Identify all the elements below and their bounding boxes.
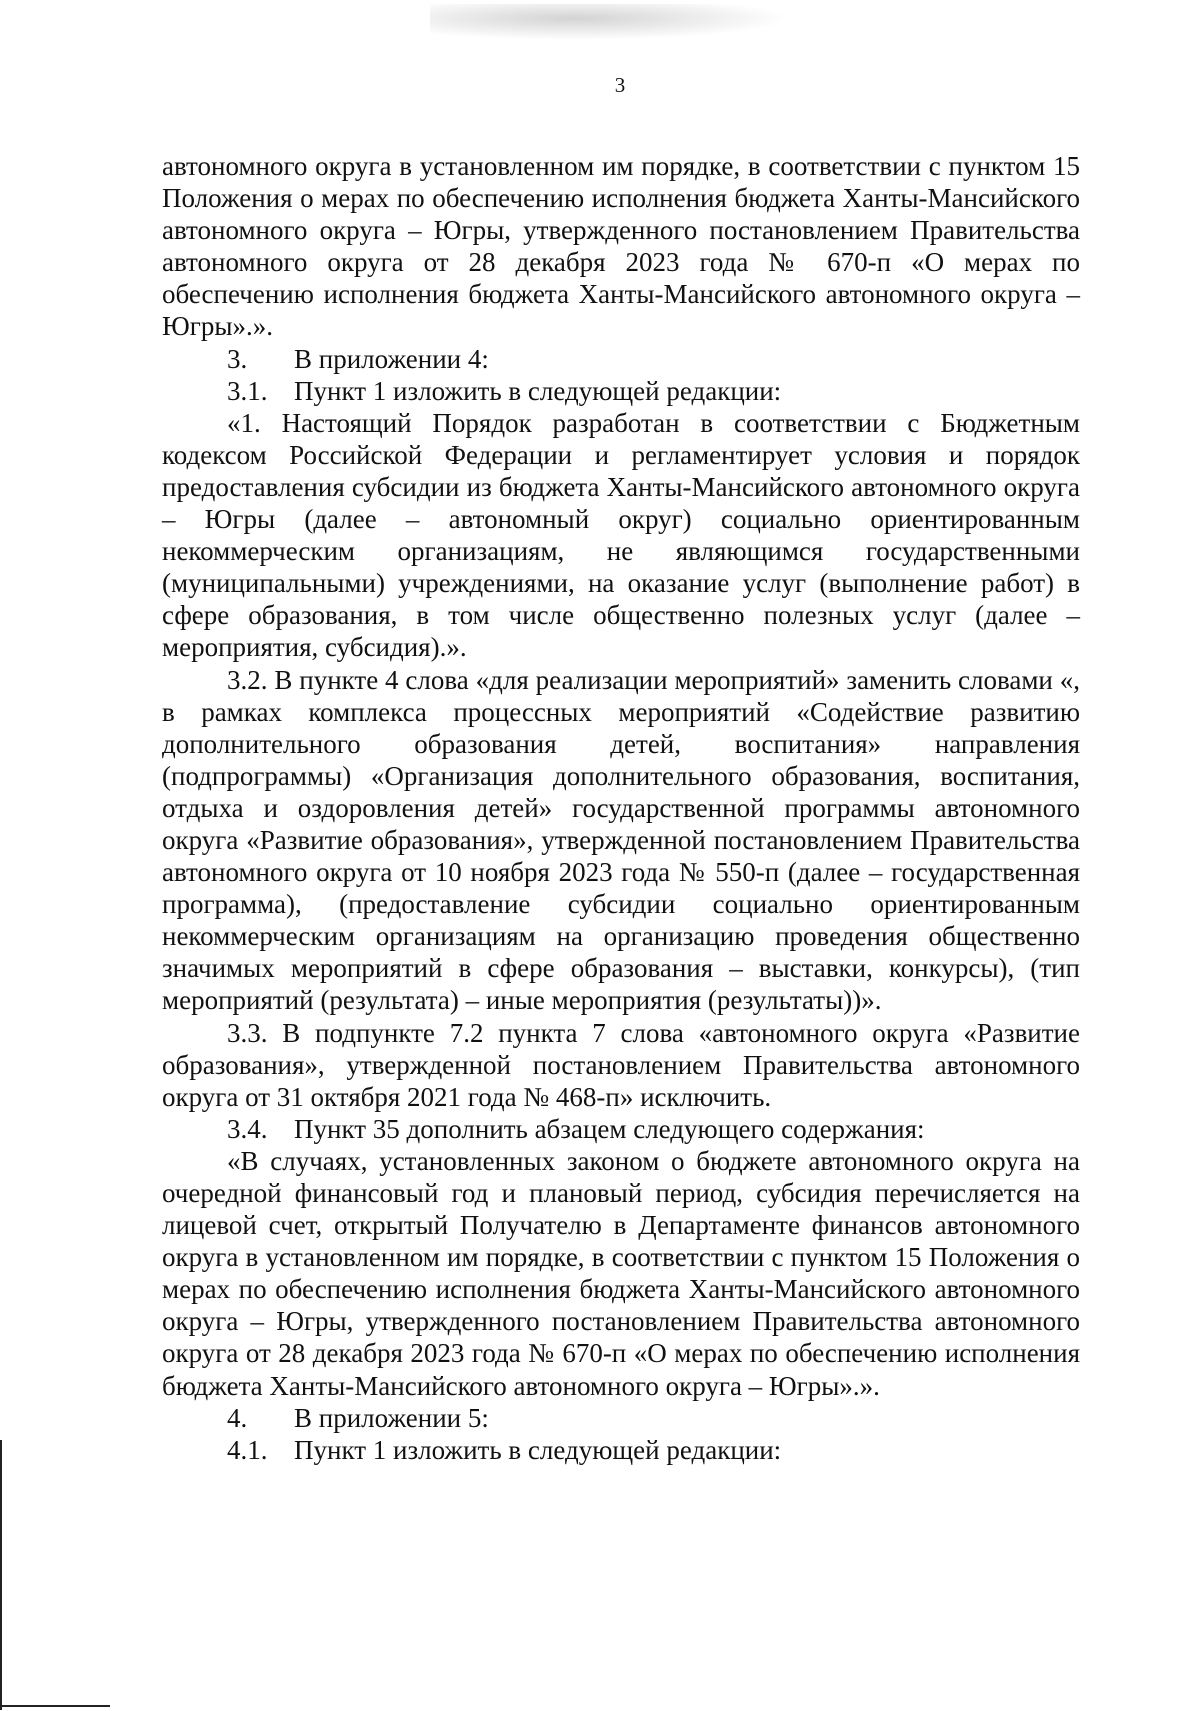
paragraph-number: 4.1. [227, 1434, 268, 1465]
paragraph-text: Пункт 1 изложить в следующей редакции: [294, 375, 782, 406]
continuation-paragraph: автономного округа в установленном им порядке, в соответствии с пунктом 15 Положения о мерах по обеспечению исполнения бюджета Ханты-Мансийского автономного округа – Югры, утвержденного постановлением Правительства автономного округа от 28 декабря 2023 года № 670-п «О мерах по обеспечению исполнения бюджета Ханты-Мансийского автономного округа – Югры».». [162, 151, 1080, 342]
margin-rule [0, 1705, 110, 1707]
paragraph-text: Пункт 35 дополнить абзацем следующего содержания: [294, 1113, 925, 1144]
indented-paragraph: «1. Настоящий Порядок разработан в соответствии с Бюджетным кодексом Российской Федерации и регламентирует условия и порядок предоставления субсидии из бюджета Ханты-Мансийского автономного округа – Югры (далее – автономный округ) социально ориентированным некоммерческим организациям, не являющимся государственными (муниципальными) учреждениями, на оказание услуг (выполнение работ) в сфере образования, в том числе общественно полезных услуг (далее – мероприятия, субсидия).». [162, 407, 1080, 663]
numbered-paragraph [162, 375, 1080, 407]
document-body [162, 150, 1080, 1466]
indented-paragraph: 3.3. В подпункте 7.2 пункта 7 слова «автономного округа «Развитие образования», утвержденной постановлением Правительства автономного округа от 31 октября 2021 года № 468-п» исключить. [162, 1017, 1080, 1112]
numbered-paragraph [162, 1434, 1080, 1466]
paragraph-number: 3.1. [227, 375, 268, 406]
margin-rule-vertical [0, 1440, 2, 1710]
scan-artifact [430, 4, 790, 40]
indented-paragraph: 3.2. В пункте 4 слова «для реализации мероприятий» заменить словами «, в рамках комплекса процессных мероприятий «Содействие развитию дополнительного образования детей, воспитания» направления (подпрограммы) «Организация дополнительного образования, воспитания, отдыха и оздоровления детей» государственной программы автономного округа «Развитие образования», утвержденной постановлением Правительства автономного округа от 10 ноября 2023 года № 550-п (далее – государственная программа), (предоставление субсидии социально ориентированным некоммерческим организациям на организацию проведения общественно значимых мероприятий в сфере образования – выставки, конкурсы), (тип мероприятий (результата) – иные мероприятия (результаты))». [162, 664, 1080, 1016]
paragraph-text: В приложении 5: [294, 1402, 489, 1433]
numbered-paragraph [162, 343, 1080, 375]
paragraph-number: 3.4. [227, 1113, 268, 1144]
page-number: 3 [614, 73, 626, 97]
paragraph-text: В приложении 4: [294, 343, 489, 374]
paragraph-number: 4. [227, 1402, 248, 1433]
numbered-paragraph [162, 1402, 1080, 1434]
indented-paragraph: «В случаях, установленных законом о бюджете автономного округа на очередной финансовый год и плановый период, субсидия перечисляется на лицевой счет, открытый Получателю в Департаменте финансов автономного округа в установленном им порядке, в соответствии с пунктом 15 Положения о мерах по обеспечению исполнения бюджета Ханты-Мансийского автономного округа – Югры, утвержденного постановлением Правительства автономного округа от 28 декабря 2023 года № 670-п «О мерах по обеспечению исполнения бюджета Ханты-Мансийского автономного округа – Югры».». [162, 1145, 1080, 1401]
numbered-paragraph [162, 1113, 1080, 1145]
paragraph-number: 3. [227, 343, 248, 374]
paragraph-text: Пункт 1 изложить в следующей редакции: [294, 1434, 782, 1465]
